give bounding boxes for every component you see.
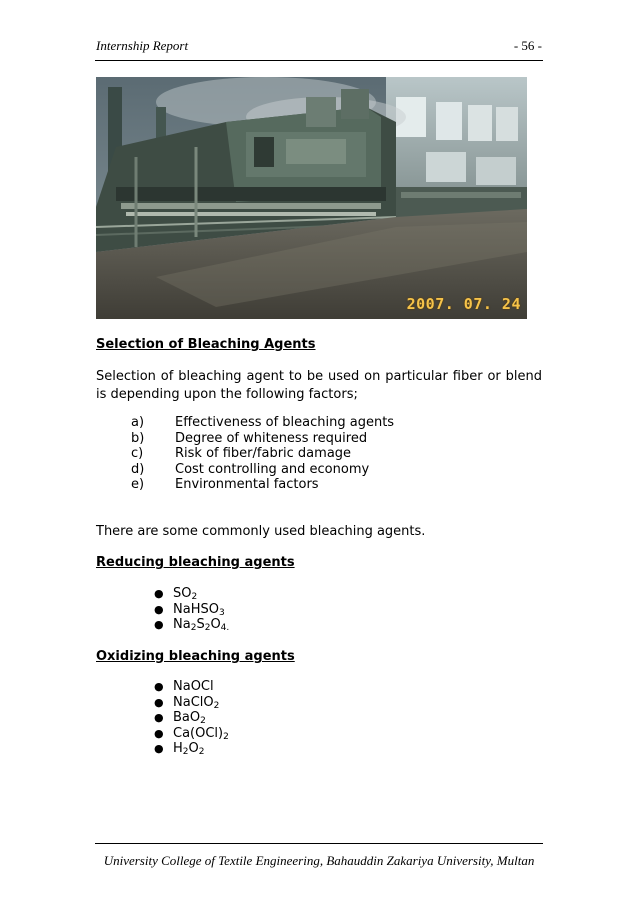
formula-part: BaO [173, 710, 201, 725]
chemical-formula [173, 602, 225, 618]
formula-subscript: 2 [191, 592, 198, 602]
chemical-formula [173, 695, 219, 711]
formula-subscript: 2 [223, 731, 229, 742]
formula-subscript: 2 [190, 623, 197, 633]
chemical-formula [173, 710, 206, 726]
bullet-icon: ● [154, 695, 164, 709]
chemical-formula [173, 617, 229, 633]
formula-subscript: 3 [218, 607, 225, 618]
chemical-formula [173, 586, 197, 602]
closing-sentence: There are some commonly used bleaching agents. [96, 524, 426, 539]
formula-part: NaClO [173, 694, 214, 710]
header-title: Internship Report [96, 38, 189, 53]
intro-paragraph: Selection of bleaching agent to be used on particular fiber or blend is depending upon the following factors; [96, 369, 542, 402]
factor-marker: c) [131, 446, 144, 461]
formula-subscript: 4. [220, 623, 230, 633]
footer-text: University College of Textile Engineering, Bahauddin Zakariya University, Multan [103, 853, 535, 868]
bullet-icon: ● [154, 680, 164, 693]
factor-marker: e) [131, 477, 145, 492]
bullet-icon: ● [154, 587, 164, 600]
factor-text: Risk of fiber/fabric damage [175, 446, 352, 461]
formula-part: SO [173, 586, 192, 601]
formula-part: Na [173, 617, 191, 632]
factor-text: Environmental factors [175, 477, 319, 492]
formula-subscript: 2 [204, 623, 211, 633]
bullet-icon: ● [154, 726, 164, 740]
formula-part: Ca(OCl) [173, 725, 224, 741]
formula-subscript: 2 [200, 716, 206, 726]
formula-subscript: 2 [182, 747, 189, 757]
factor-marker: b) [131, 430, 145, 446]
factory-machinery-photo [96, 77, 527, 319]
factor-text: Cost controlling and economy [175, 461, 370, 477]
bullet-icon: ● [154, 742, 164, 755]
formula-part: O [188, 741, 199, 756]
header-rule [95, 60, 543, 61]
reducing-heading: Reducing bleaching agents [96, 555, 295, 570]
bullet-icon: ● [154, 711, 164, 724]
factor-text: Degree of whiteness required [175, 430, 368, 446]
factor-marker: d) [131, 461, 145, 477]
formula-part: NaOCl [173, 679, 214, 694]
bullet-icon: ● [154, 602, 164, 616]
factor-marker: a) [131, 415, 145, 430]
chemical-formula [173, 741, 204, 757]
factor-text: Effectiveness of bleaching agents [175, 415, 395, 430]
section-heading-selection: Selection of Bleaching Agents [96, 337, 316, 352]
page-number: - 56 - [513, 38, 542, 53]
footer-rule [95, 843, 543, 844]
formula-part: S [196, 617, 205, 632]
formula-part: H [173, 741, 183, 756]
formula-subscript: 2 [213, 700, 220, 711]
oxidizing-heading: Oxidizing bleaching agents [96, 649, 295, 664]
chemical-formula [173, 679, 214, 695]
formula-subscript: 2 [198, 747, 205, 757]
bullet-icon: ● [154, 618, 164, 631]
chemical-formula [173, 726, 229, 742]
formula-part: O [210, 617, 221, 632]
formula-part: NaHSO [173, 601, 219, 617]
photo-date-stamp: 2007. 07. 24 [406, 295, 521, 313]
